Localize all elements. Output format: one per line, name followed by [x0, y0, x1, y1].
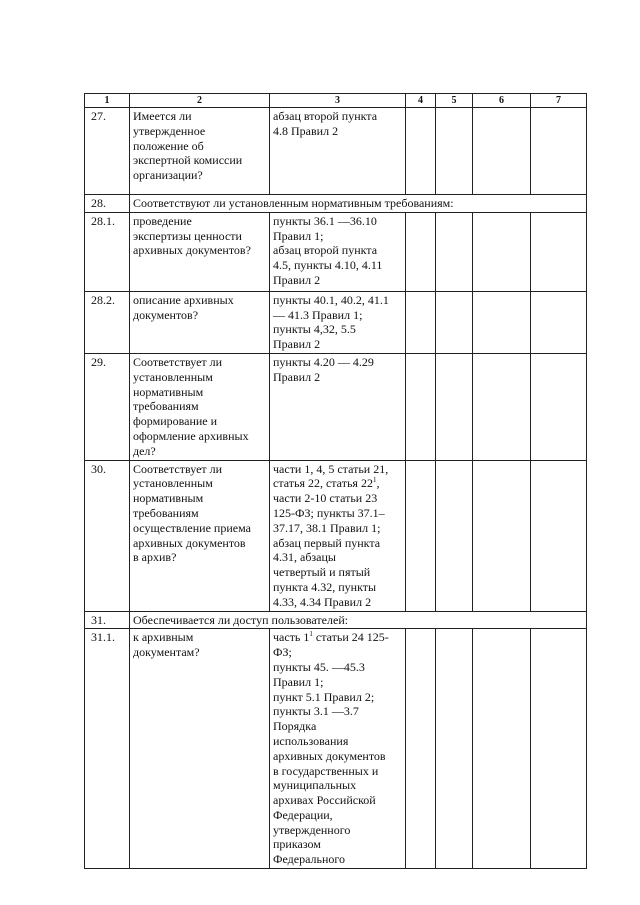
row-question: Соответствует ли установленным нормативным требованиям осуществление приема архивных документов в архив?	[130, 460, 270, 611]
empty-cell	[436, 212, 473, 291]
empty-cell	[436, 353, 473, 460]
header-cell: 7	[531, 94, 587, 108]
section-heading: Соответствуют ли установленным нормативным требованиям:	[130, 195, 587, 213]
header-cell: 6	[473, 94, 531, 108]
empty-cell	[531, 353, 587, 460]
table-row	[85, 108, 587, 195]
table-row	[85, 629, 587, 869]
reference-text: , части 2-10 статьи 23 125-ФЗ; пункты 37.1– 37.17, 38.1 Правил 1; абзац первый пункта 4.31, абзацы четвертый и пятый пункта 4.32, пункты 4.33, 4.34 Правил 2	[273, 476, 385, 609]
row-number: 29.	[85, 353, 130, 460]
row-question: Соответствует ли установленным нормативным требованиям формирование и оформление архивных дел?	[130, 353, 270, 460]
row-number: 28.2.	[85, 291, 130, 353]
table-row	[85, 195, 587, 213]
empty-cell	[531, 629, 587, 869]
table-row	[85, 353, 587, 460]
empty-cell	[406, 212, 436, 291]
row-number: 31.	[85, 611, 130, 629]
empty-cell	[473, 212, 531, 291]
empty-cell	[531, 212, 587, 291]
empty-cell	[436, 291, 473, 353]
row-reference	[270, 460, 406, 611]
row-reference: абзац второй пункта 4.8 Правил 2	[270, 108, 406, 195]
table-row	[85, 212, 587, 291]
empty-cell	[473, 629, 531, 869]
empty-cell	[436, 460, 473, 611]
header-cell: 5	[436, 94, 473, 108]
header-cell: 1	[85, 94, 130, 108]
empty-cell	[473, 291, 531, 353]
empty-cell	[406, 629, 436, 869]
row-reference: пункты 40.1, 40.2, 41.1 — 41.3 Правил 1; пункты 4,32, 5.5 Правил 2	[270, 291, 406, 353]
empty-cell	[473, 460, 531, 611]
empty-cell	[406, 291, 436, 353]
empty-cell	[531, 460, 587, 611]
row-reference: пункты 36.1 —36.10 Правил 1; абзац второй пункта 4.5, пункты 4.10, 4.11 Правил 2	[270, 212, 406, 291]
superscript: 1	[372, 476, 377, 485]
reference-text: статьи 24 125- ФЗ; пункты 45. —45.3 Правил 1; пункт 5.1 Правил 2; пункты 3.1 —3.7 Порядка использования архивных документов в государственных и муниципальных архивах Российской Федерации, утвержденного приказом Федерального	[273, 630, 389, 867]
header-cell: 4	[406, 94, 436, 108]
reference-text: части 1, 4, 5 статьи 21, статья 22, статья 22	[273, 461, 389, 491]
header-row	[85, 94, 587, 108]
empty-cell	[406, 353, 436, 460]
header-cell: 3	[270, 94, 406, 108]
row-question: Имеется ли утвержденное положение об экспертной комиссии организации?	[130, 108, 270, 195]
empty-cell	[436, 108, 473, 195]
empty-cell	[473, 108, 531, 195]
empty-cell	[531, 108, 587, 195]
row-number: 31.1.	[85, 629, 130, 869]
row-question: проведение экспертизы ценности архивных документов?	[130, 212, 270, 291]
empty-cell	[406, 108, 436, 195]
row-question: к архивным документам?	[130, 629, 270, 869]
row-number: 27.	[85, 108, 130, 195]
empty-cell	[531, 291, 587, 353]
empty-cell	[473, 353, 531, 460]
row-number: 28.	[85, 195, 130, 213]
superscript: 1	[309, 630, 313, 639]
empty-cell	[406, 460, 436, 611]
table-row	[85, 291, 587, 353]
reference-text: часть 1	[273, 630, 310, 645]
row-reference: пункты 4.20 — 4.29 Правил 2	[270, 353, 406, 460]
row-number: 30.	[85, 460, 130, 611]
row-reference	[270, 629, 406, 869]
table-row	[85, 460, 587, 611]
section-heading: Обеспечивается ли доступ пользователей:	[130, 611, 587, 629]
table-row	[85, 611, 587, 629]
row-number: 28.1.	[85, 212, 130, 291]
checklist-table	[84, 93, 587, 869]
header-cell: 2	[130, 94, 270, 108]
row-question: описание архивных документов?	[130, 291, 270, 353]
empty-cell	[436, 629, 473, 869]
